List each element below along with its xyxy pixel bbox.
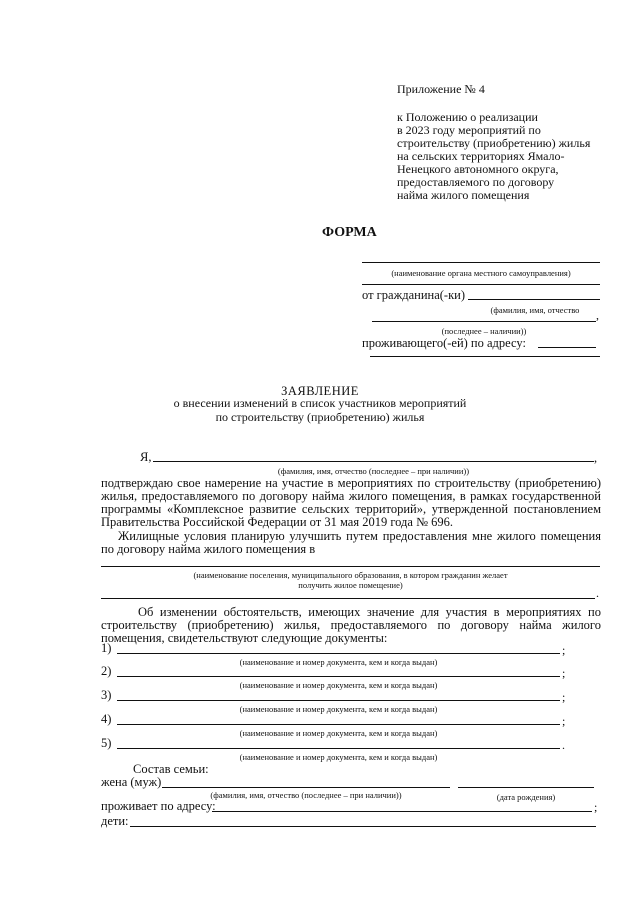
doc-field-5[interactable] bbox=[117, 748, 560, 749]
paragraph-line: Правительства Российской Федерации от 31 мая 2019 года № 696. bbox=[101, 515, 454, 529]
address-field[interactable] bbox=[538, 347, 596, 348]
appendix-line: Ненецкого автономного округа, bbox=[397, 162, 559, 176]
fio-caption: (фамилия, имя, отчество bbox=[490, 305, 580, 315]
org-name-caption: (наименование органа местного самоуправления) bbox=[391, 268, 571, 278]
doc-field-4[interactable] bbox=[117, 724, 560, 725]
doc-field-3[interactable] bbox=[117, 700, 560, 701]
address-field-2[interactable] bbox=[370, 356, 600, 357]
paragraph-line: жилья, предоставляемого по договору найма жилого помещения, в рамках государственной bbox=[101, 489, 601, 503]
appendix-title: Приложение № 4 bbox=[397, 82, 485, 96]
doc-end: ; bbox=[562, 690, 566, 704]
appendix-line: предоставляемого по договору bbox=[397, 175, 555, 189]
doc-number: 5) bbox=[101, 736, 112, 750]
children-field[interactable] bbox=[130, 826, 596, 827]
appendix-line: строительству (приобретению) жилья bbox=[397, 136, 591, 150]
doc-number: 2) bbox=[101, 664, 112, 678]
doc-field-2[interactable] bbox=[117, 676, 560, 677]
paragraph-line: программы «Комплексное развитие сельских территорий», утвержденной постановлением bbox=[101, 502, 601, 516]
appendix-line: найма жилого помещения bbox=[397, 188, 530, 202]
spouse-label: жена (муж) bbox=[101, 775, 162, 789]
birth-date-caption: (дата рождения) bbox=[496, 792, 556, 802]
statement-title: ЗАЯВЛЕНИЕ bbox=[281, 384, 359, 398]
statement-subtitle: по строительству (приобретению) жилья bbox=[215, 410, 425, 424]
spouse-address-field[interactable] bbox=[212, 811, 592, 812]
middle-name-caption: (последнее – наличии)) bbox=[441, 326, 527, 336]
doc-caption: (наименование и номер документа, кем и когда выдан) bbox=[239, 728, 438, 738]
doc-field-1[interactable] bbox=[117, 653, 560, 654]
org-name-field[interactable] bbox=[362, 262, 600, 263]
appendix-line: в 2023 году мероприятий по bbox=[397, 123, 541, 137]
appendix-line: на сельских территориях Ямало- bbox=[397, 149, 565, 163]
citizen-name-field[interactable] bbox=[468, 299, 600, 300]
settlement-field-2[interactable] bbox=[101, 598, 595, 599]
appendix-line: к Положению о реализации bbox=[397, 110, 538, 124]
applicant-name-field[interactable] bbox=[153, 461, 594, 462]
settlement-caption: получить жилое помещение) bbox=[298, 580, 403, 590]
applicant-name-caption: (фамилия, имя, отчество (последнее – при наличии)) bbox=[277, 466, 470, 476]
family-title: Состав семьи: bbox=[133, 762, 209, 776]
comma: , bbox=[596, 308, 599, 322]
ya-label: Я, bbox=[140, 450, 152, 464]
statement-subtitle: о внесении изменений в список участников мероприятий bbox=[173, 396, 467, 410]
semicolon: ; bbox=[594, 800, 598, 814]
paragraph-line: подтверждаю свое намерение на участие в мероприятиях по строительству (приобретению) bbox=[101, 476, 601, 490]
doc-caption: (наименование и номер документа, кем и когда выдан) bbox=[239, 752, 438, 762]
doc-end: ; bbox=[562, 714, 566, 728]
citizen-name-field-2[interactable] bbox=[372, 321, 596, 322]
doc-end: ; bbox=[562, 643, 566, 657]
paragraph-line: помещения, свидетельствуют следующие документы: bbox=[101, 631, 388, 645]
doc-caption: (наименование и номер документа, кем и когда выдан) bbox=[239, 704, 438, 714]
paragraph-line: строительству (приобретению) жилья, предоставляемого по договору найма жилого bbox=[101, 618, 601, 632]
doc-caption: (наименование и номер документа, кем и когда выдан) bbox=[239, 680, 438, 690]
form-title: ФОРМА bbox=[322, 225, 377, 240]
doc-end: ; bbox=[562, 666, 566, 680]
paragraph-line: Об изменении обстоятельств, имеющих значение для участия в мероприятиях по bbox=[138, 605, 601, 619]
settlement-caption: (наименование поселения, муниципального образования, в котором гражданин желает bbox=[193, 570, 508, 580]
doc-caption: (наименование и номер документа, кем и когда выдан) bbox=[239, 657, 438, 667]
doc-number: 4) bbox=[101, 712, 112, 726]
spouse-name-field[interactable] bbox=[162, 787, 450, 788]
paragraph-line: по договору найма жилого помещения в bbox=[101, 542, 316, 556]
from-citizen-label: от гражданина(-ки) bbox=[362, 288, 466, 302]
address-label: проживает по адресу: bbox=[101, 799, 216, 813]
period: . bbox=[596, 586, 599, 600]
spouse-name-caption: (фамилия, имя, отчество (последнее – при наличии)) bbox=[210, 790, 402, 800]
children-label: дети: bbox=[101, 814, 129, 828]
doc-number: 1) bbox=[101, 641, 112, 655]
comma: , bbox=[594, 451, 598, 465]
org-name-field-2[interactable] bbox=[362, 284, 600, 285]
settlement-field[interactable] bbox=[101, 566, 600, 567]
residing-label: проживающего(-ей) по адресу: bbox=[362, 336, 526, 350]
paragraph-line: Жилищные условия планирую улучшить путем предоставления мне жилого помещения bbox=[118, 529, 601, 543]
spouse-birth-field[interactable] bbox=[458, 787, 594, 788]
doc-end: . bbox=[562, 738, 565, 752]
doc-number: 3) bbox=[101, 688, 112, 702]
